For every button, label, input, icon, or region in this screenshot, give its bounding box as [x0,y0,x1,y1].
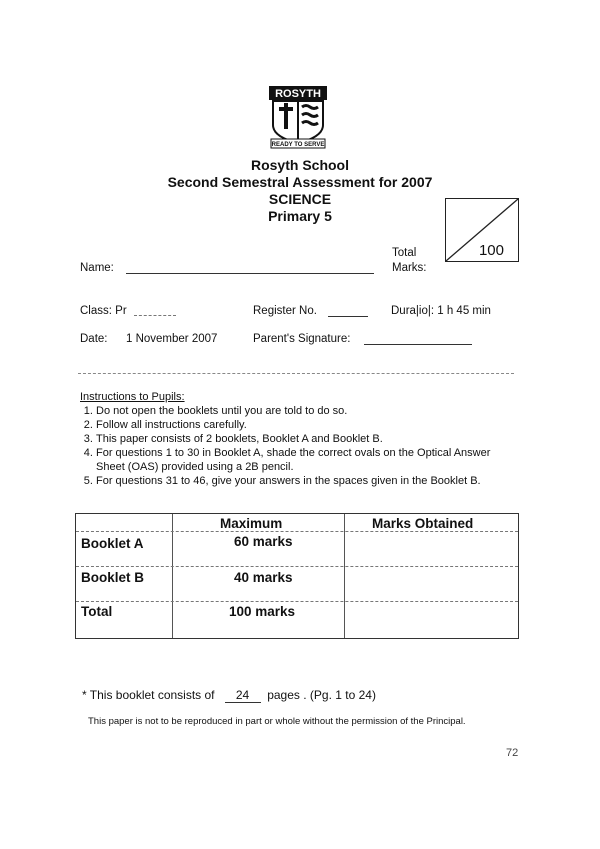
table-row-label: Booklet B [81,570,145,585]
table-header: Marks Obtained [372,516,474,531]
table-divider [344,514,345,638]
instruction-item: 3. This paper consists of 2 booklets, Booklet A and Booklet B. [96,432,520,446]
total-marks-box [445,198,519,262]
register-label: Register No. [253,305,317,317]
name-field[interactable] [126,263,374,274]
signature-field[interactable] [364,334,472,345]
duration-label: Dura|io|: 1 h 45 min [391,305,491,317]
instruction-item: 2. Follow all instructions carefully. [96,418,520,432]
instructions-list [80,404,520,488]
instructions-block [80,390,520,488]
marks-label: Marks: [392,262,427,274]
page-count-value: 24 [225,688,261,703]
level-title: Primary 5 [268,208,332,224]
marks-table [75,513,519,639]
page-count-prefix: * This booklet consists of [82,688,215,702]
subject-title: SCIENCE [268,191,332,207]
table-divider [76,531,518,532]
table-divider [76,566,518,567]
date-label: Date: [80,333,108,345]
name-label: Name: [80,262,114,274]
instruction-item: 1. Do not open the booklets until you are told to do so. [96,404,520,418]
school-name: Rosyth School [250,157,349,173]
table-header: Maximum [220,516,283,531]
crest-motto: READY TO SERVE [271,142,325,148]
table-divider [172,514,173,638]
table-cell: 100 marks [229,604,296,619]
assessment-title: Second Semestral Assessment for 2007 [167,174,433,190]
class-field[interactable] [134,313,176,316]
instructions-heading: Instructions to Pupils: [80,391,185,403]
instruction-item: 5. For questions 31 to 46, give your answers in the spaces given in the Booklet B. [96,474,520,488]
table-divider [76,601,518,602]
instruction-item: 4. For questions 1 to 30 in Booklet A, shade the correct ovals on the Optical Answer Sheet (OAS) provided using a 2B pencil. [96,446,520,474]
section-divider [78,373,514,374]
page-count-line [82,688,376,703]
handwritten-mark: 72 [506,747,519,759]
class-label: Class: Pr [80,305,127,317]
crest-title: ROSYTH [275,88,321,100]
table-cell: 60 marks [234,534,293,549]
register-field[interactable] [328,306,368,317]
school-crest [267,85,329,149]
table-cell: 40 marks [234,570,293,585]
table-row-label: Total [81,604,113,619]
total-label: Total [392,247,417,259]
page-count-suffix: pages . (Pg. 1 to 24) [267,688,376,702]
total-marks-value: 100 [478,242,504,259]
table-row-label: Booklet A [81,536,144,551]
signature-label: Parent's Signature: [253,333,351,345]
date-value: 1 November 2007 [126,333,218,345]
reproduction-note: This paper is not to be reproduced in part or whole without the permission of the Principal. [88,716,466,727]
